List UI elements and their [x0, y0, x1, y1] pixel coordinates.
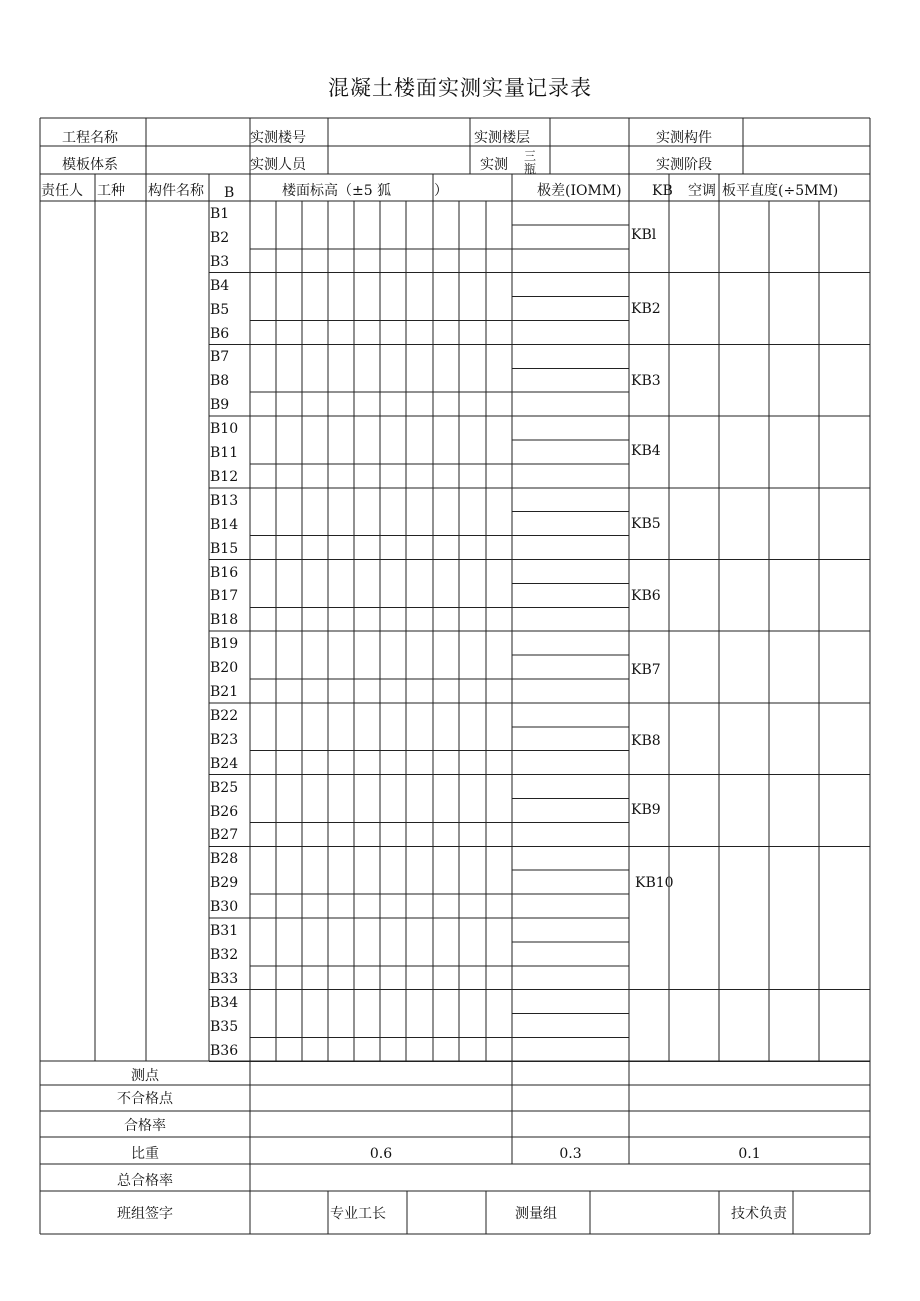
b-row-label: B31 [210, 923, 239, 939]
kb-label: KB3 [631, 373, 661, 389]
col-ac: 空调 [688, 183, 716, 199]
measure-label-short: 实测 [480, 157, 508, 173]
measure-mark-fragment: 三 瓶 [524, 150, 537, 174]
b-row-label: B11 [210, 445, 239, 461]
col-flatness: 板平直度(÷5MM) [722, 183, 839, 199]
kb-label: KB10 [635, 875, 674, 891]
b-row-label: B5 [210, 301, 230, 318]
col-responsible: 责任人 [41, 183, 83, 199]
weight-elevation: 0.6 [369, 1146, 393, 1162]
weight-flatness: 0.1 [738, 1146, 761, 1162]
b-row-label: B14 [210, 516, 239, 533]
measure-floor-label: 实测楼层 [474, 130, 530, 146]
footer-unqualified: 不合格点 [117, 1091, 173, 1107]
b-row-label: B22 [210, 707, 239, 724]
b-row-label: B1 [210, 206, 230, 222]
b-row-label: B13 [210, 492, 239, 509]
measure-component-label: 实测构件 [656, 130, 712, 146]
kb-label: KB4 [631, 443, 661, 459]
b-row-label: B35 [210, 1018, 239, 1035]
b-row-label: B3 [210, 253, 230, 270]
b-row-label: B7 [210, 349, 230, 366]
footer-weight-label: 比重 [131, 1146, 159, 1162]
b-row-label: B28 [210, 851, 239, 868]
page-title: 混凝土楼面实测实量记录表 [328, 76, 592, 100]
b-row-label: B27 [210, 827, 239, 844]
footer-pass-rate: 合格率 [124, 1118, 166, 1134]
footer-points: 测点 [131, 1068, 159, 1084]
measure-person-label: 实测人员 [250, 157, 306, 173]
b-row-label: B20 [210, 660, 239, 677]
survey-group-label: 测量组 [515, 1206, 557, 1222]
b-row-label: B18 [210, 612, 239, 629]
col-range: 极差(IOMM) [537, 183, 622, 199]
b-row-label: B2 [210, 229, 230, 246]
b-row-label: B6 [210, 325, 230, 342]
col-component: 构件名称 [148, 183, 204, 199]
col-b: B [224, 185, 235, 201]
measure-building-label: 实测楼号 [250, 130, 306, 146]
kb-label: KB9 [631, 802, 661, 818]
measure-stage-label: 实测阶段 [656, 157, 712, 173]
b-row-label: B17 [210, 588, 239, 605]
b-row-label: B34 [210, 994, 239, 1011]
team-sign-label: 班组签字 [117, 1206, 173, 1222]
project-name-label: 工程名称 [62, 130, 118, 146]
col-elevation-close: ） [434, 183, 448, 199]
b-row-label: B12 [210, 468, 239, 485]
col-kb: KB [652, 183, 673, 199]
b-row-label: B29 [210, 875, 239, 892]
kb-label: KB6 [631, 588, 661, 604]
b-row-label: B15 [210, 540, 239, 557]
b-row-label: B30 [210, 899, 239, 916]
b-row-label: B32 [210, 946, 239, 963]
b-row-label: B8 [210, 373, 230, 390]
kb-label: KBl [631, 227, 657, 243]
b-row-label: B23 [210, 731, 239, 748]
weight-range: 0.3 [559, 1146, 582, 1162]
formwork-label: 模板体系 [62, 157, 118, 173]
col-elevation: 楼面标高（±5 狐 [282, 183, 392, 199]
b-row-label: B10 [210, 421, 239, 438]
b-row-label: B21 [210, 684, 239, 700]
tech-lead-label: 技术负责 [731, 1206, 787, 1222]
b-row-label: B26 [210, 803, 239, 820]
kb-label: KB5 [631, 516, 661, 532]
b-row-label: B4 [210, 277, 230, 294]
kb-label: KB7 [631, 662, 661, 678]
b-row-label: B25 [210, 779, 239, 796]
kb-label: KB8 [631, 733, 661, 749]
b-row-label: B24 [210, 755, 239, 772]
foreman-label: 专业工长 [330, 1206, 386, 1222]
footer-total-pass-rate: 总合格率 [117, 1173, 173, 1189]
b-row-label: B33 [210, 970, 239, 987]
b-row-label: B16 [210, 564, 239, 581]
b-row-label: B19 [210, 636, 239, 653]
b-row-label: B36 [210, 1042, 239, 1059]
col-trade: 工种 [97, 183, 125, 199]
b-row-label: B9 [210, 397, 230, 414]
kb-label: KB2 [631, 301, 661, 317]
